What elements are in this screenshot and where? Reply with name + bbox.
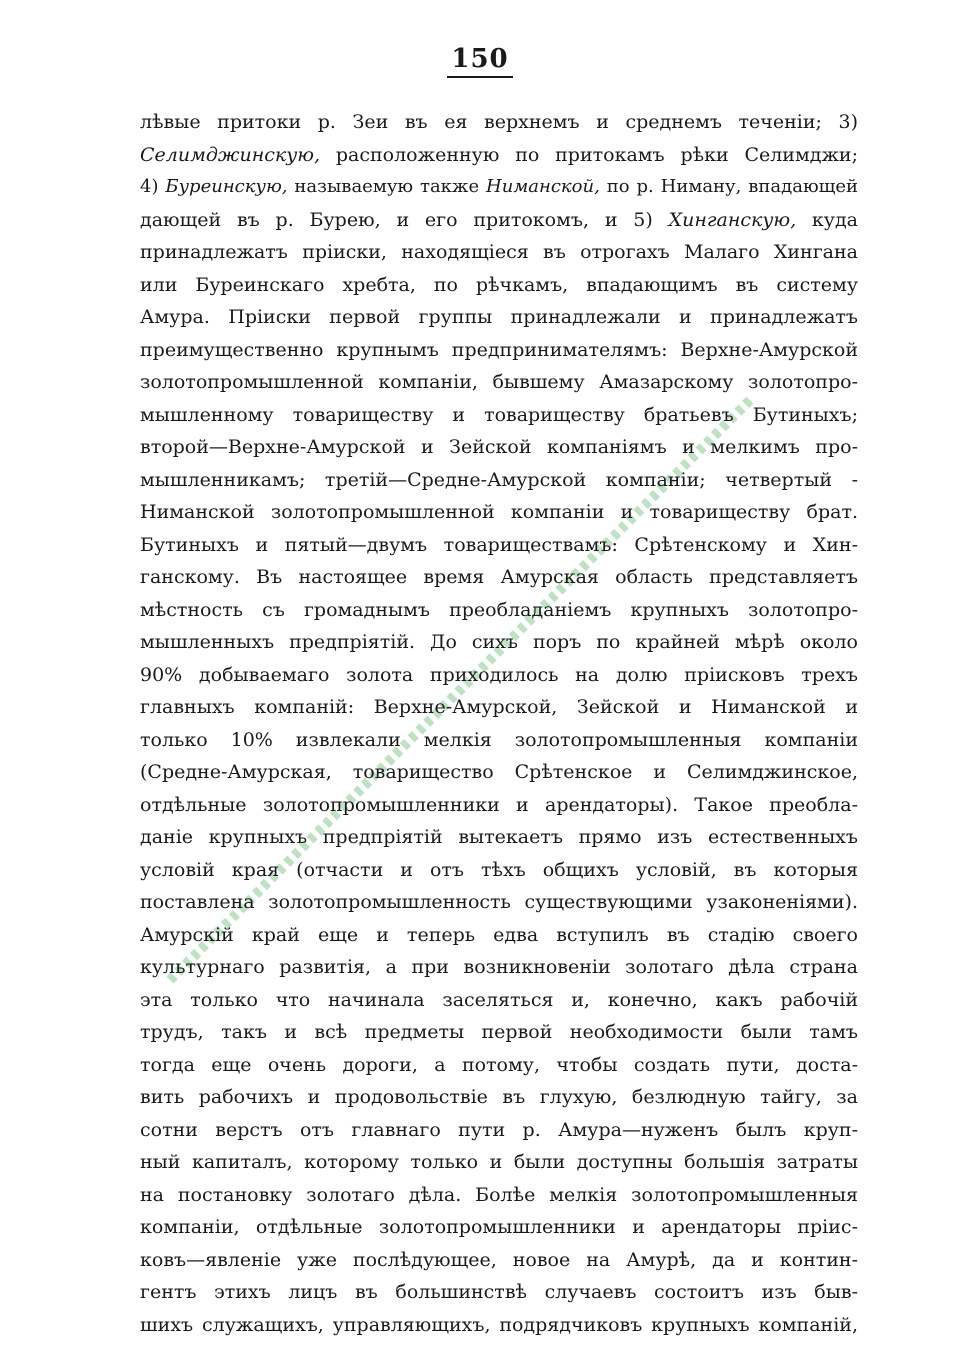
line-segment: 4)	[140, 176, 166, 197]
text-line: только 10% извлекали мелкія золотопромышленныя компаніи	[140, 728, 858, 751]
text-line: на постановку золотаго дѣла. Болѣе мелкія золотопромышленныя	[140, 1183, 858, 1206]
italic-term: Селимджинскую,	[140, 143, 321, 166]
body-text	[140, 106, 858, 1341]
text-line: Ниманской золотопромышленной компаніи и товариществу брат.	[140, 501, 858, 523]
line-segment: по р. Ниману, впадающей	[599, 176, 858, 197]
text-line: лѣвые притоки р. Зеи въ ея верхнемъ и среднемъ теченіи; 3)	[140, 111, 858, 133]
line-segment: куда	[796, 208, 858, 231]
line-segment: расположенную по притокамъ рѣки Селимджи;	[320, 143, 858, 166]
text-line: культурнаго развитія, а при возникновеніи золотаго дѣла страна	[140, 956, 858, 978]
text-line: или Буреинскаго хребта, по рѣчкамъ, впадающимъ въ систему	[140, 273, 858, 296]
text-line: эта только что начинала заселяться и, конечно, какъ рабочій	[140, 988, 858, 1011]
text-line: ковъ—явленіе уже послѣдующее, новое на Амурѣ, да и контин-	[140, 1248, 858, 1271]
text-line: ный капиталъ, которому только и были доступны большія затраты	[140, 1151, 858, 1173]
text-line: ганскому. Въ настоящее время Амурская область представляетъ	[140, 566, 858, 588]
text-line: сотни верстъ отъ главнаго пути р. Амура—нуженъ былъ круп-	[140, 1118, 858, 1141]
text-line: Амурскій край еще и теперь едва вступилъ въ стадію своего	[140, 923, 858, 946]
text-line: мышленныхъ предпріятій. До сихъ поръ по крайней мѣрѣ около	[140, 631, 858, 653]
text-line: отдѣльные золотопромышленники и арендаторы). Такое преобла-	[140, 793, 858, 816]
text-line: принадлежатъ пріиски, находящіеся въ отрогахъ Малаго Хингана	[140, 241, 858, 263]
text-line: (Средне-Амурская, товарищество Срѣтенское и Селимджинское,	[140, 761, 858, 783]
text-line: поставлена золотопромышленность существующими узаконеніями).	[140, 891, 858, 913]
text-line: второй—Верхне-Амурской и Зейской компаніямъ и мелкимъ про-	[140, 436, 858, 458]
text-line: главныхъ компаній: Верхне-Амурской, Зейской и Ниманской и	[140, 696, 858, 718]
text-line: даніе крупныхъ предпріятій вытекаетъ прямо изъ естественныхъ	[140, 826, 858, 848]
text-line: трудъ, такъ и всѣ предметы первой необходимости были тамъ	[140, 1021, 858, 1043]
page-number	[0, 44, 960, 78]
text-line: условій края (отчасти и отъ тѣхъ общихъ условій, въ которыя	[140, 858, 858, 881]
text-line: тогда еще очень дороги, а потому, чтобы создать пути, доста-	[140, 1053, 858, 1076]
line-segment: дающей въ р. Бурею, и его притокомъ, и 5)	[140, 208, 669, 231]
line-segment: называемую также	[287, 176, 487, 197]
italic-term: Ниманской,	[486, 176, 600, 197]
text-line: преимущественно крупнымъ предпринимателямъ: Верхне-Амурской	[140, 338, 858, 361]
italic-term: Буреинскую,	[165, 176, 288, 197]
text-line: мышленному товариществу и товариществу братьевъ Бутиныхъ;	[140, 403, 858, 426]
text-line: мышленникамъ; третій—Средне-Амурской компаніи; четвертый -	[140, 468, 858, 491]
text-line: гентъ этихъ лицъ въ большинствѣ случаевъ состоитъ изъ быв-	[140, 1281, 858, 1303]
text-line: золотопромышленной компаніи, бывшему Амазарскому золотопро-	[140, 371, 858, 393]
text-line: шихъ служащихъ, управляющихъ, подрядчиковъ крупныхъ компаній,	[140, 1313, 858, 1336]
text-line: вить рабочихъ и продовольствіе въ глухую, безлюдную тайгу, за	[140, 1086, 858, 1108]
text-line: 90% добываемаго золота приходилось на долю пріисковъ трехъ	[140, 663, 858, 686]
page-number-text: 150	[447, 44, 512, 78]
text-line: мѣстность съ громаднымъ преобладаніемъ крупныхъ золотопро-	[140, 598, 858, 621]
text-line: компаніи, отдѣльные золотопромышленники и арендаторы пріис-	[140, 1216, 858, 1238]
italic-term: Хинганскую,	[668, 208, 797, 231]
text-line	[140, 171, 858, 204]
text-line: Бутиныхъ и пятый—двумъ товариществамъ: Срѣтенскому и Хин-	[140, 533, 858, 556]
text-line	[140, 204, 858, 237]
text-line	[140, 139, 858, 172]
text-line: Амура. Пріиски первой группы принадлежали и принадлежатъ	[140, 306, 858, 328]
